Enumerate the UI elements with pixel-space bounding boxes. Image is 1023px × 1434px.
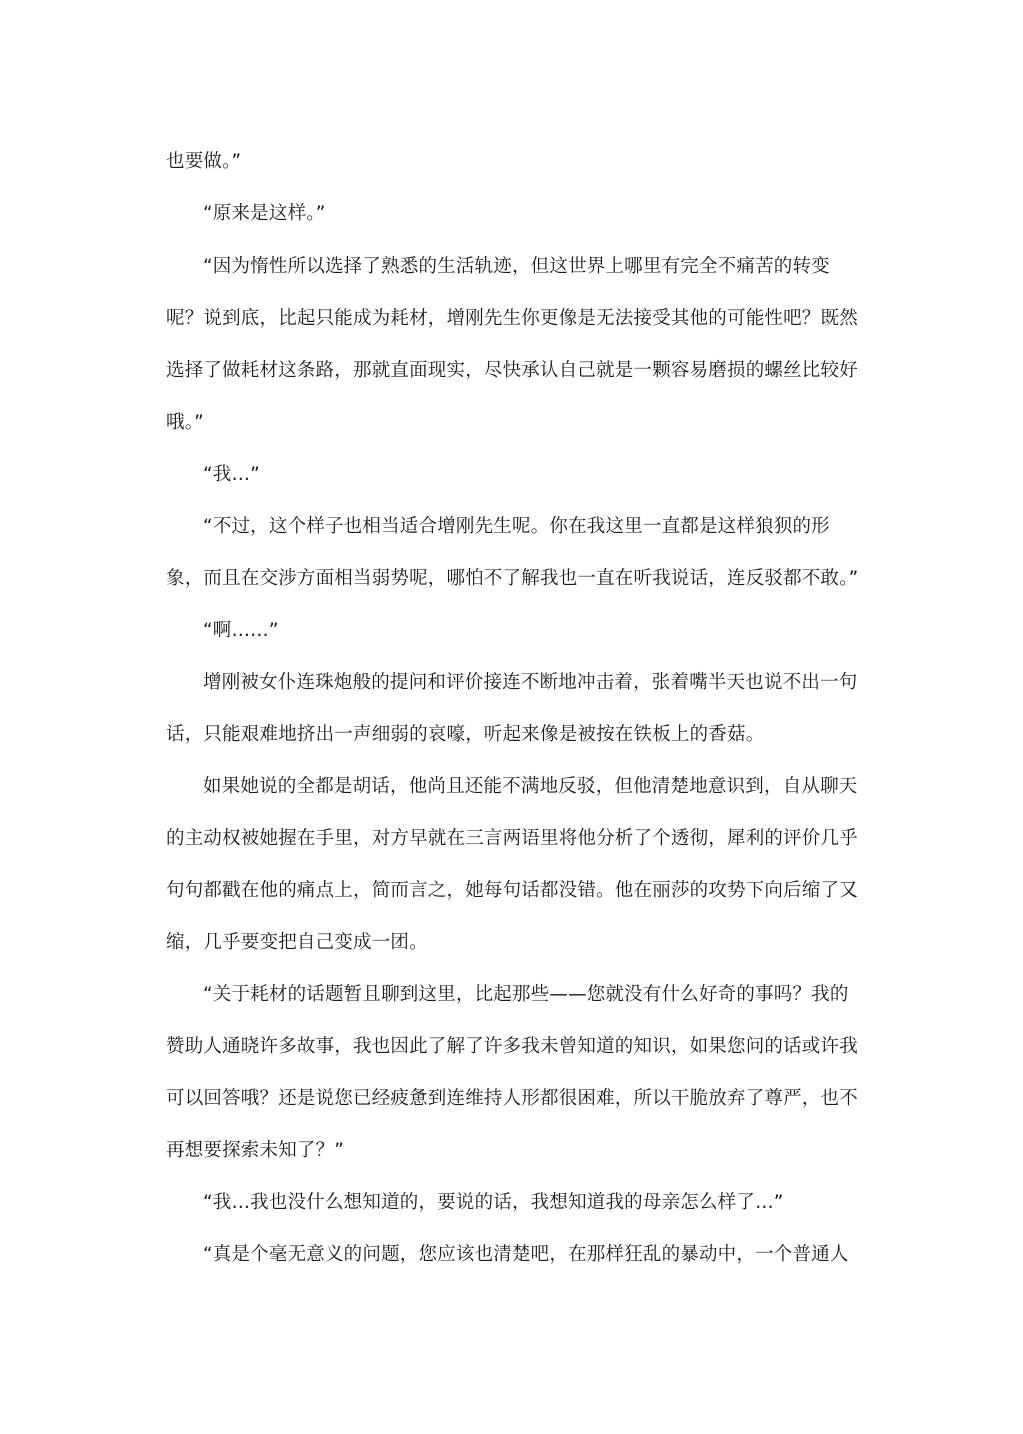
text-line: 话，只能艰难地挤出一声细弱的哀嚎，听起来像是被按在铁板上的香菇。 — [166, 724, 765, 745]
text-line: 赞助人通晓许多故事，我也因此了解了许多我未曾知道的知识，如果您问的话或许我 — [166, 1036, 858, 1057]
text-line: 缩，几乎要变把自己变成一团。 — [166, 932, 428, 953]
text-line: 句句都戳在他的痛点上，简而言之，她每句话都没错。他在丽莎的攻势下向后缩了又 — [166, 880, 858, 901]
text-line: “我…我也没什么想知道的，要说的话，我想知道我的母亲怎么样了…” — [203, 1192, 784, 1213]
text-line: “啊……” — [203, 620, 279, 641]
text-line: “因为惰性所以选择了熟悉的生活轨迹，但这世界上哪里有完全不痛苦的转变 — [203, 256, 830, 277]
text-line: “关于耗材的话题暂且聊到这里，比起那些——您就没有什么好奇的事吗？我的 — [203, 984, 849, 1005]
text-line: 呢？说到底，比起只能成为耗材，增刚先生你更像是无法接受其他的可能性吧？既然 — [166, 308, 858, 329]
text-line: “原来是这样。” — [203, 203, 326, 224]
text-line: 再想要探索未知了？” — [166, 1140, 345, 1161]
text-line: 的主动权被她握在手里，对方早就在三言两语里将他分析了个透彻，犀利的评价几乎 — [166, 828, 858, 849]
text-line: 象，而且在交涉方面相当弱势呢，哪怕不了解我也一直在听我说话，连反驳都不敢。” — [166, 568, 859, 589]
text-line: 也要做。” — [166, 151, 242, 172]
text-line: 哦。” — [166, 412, 204, 433]
text-line: 增刚被女仆连珠炮般的提问和评价接连不断地冲击着，张着嘴半天也说不出一句 — [203, 672, 858, 693]
text-line: “我…” — [203, 464, 260, 485]
text-line: 可以回答哦？还是说您已经疲惫到连维持人形都很困难，所以干脆放弃了尊严，也不 — [166, 1088, 858, 1109]
text-line: 如果她说的全都是胡话，他尚且还能不满地反驳，但他清楚地意识到，自从聊天 — [203, 776, 858, 797]
text-line: “真是个毫无意义的问题，您应该也清楚吧，在那样狂乱的暴动中，一个普通人 — [203, 1244, 849, 1265]
text-line: 选择了做耗材这条路，那就直面现实，尽快承认自己就是一颗容易磨损的螺丝比较好 — [166, 360, 858, 381]
text-line: “不过，这个样子也相当适合增刚先生呢。你在我这里一直都是这样狼狈的形 — [203, 516, 830, 537]
